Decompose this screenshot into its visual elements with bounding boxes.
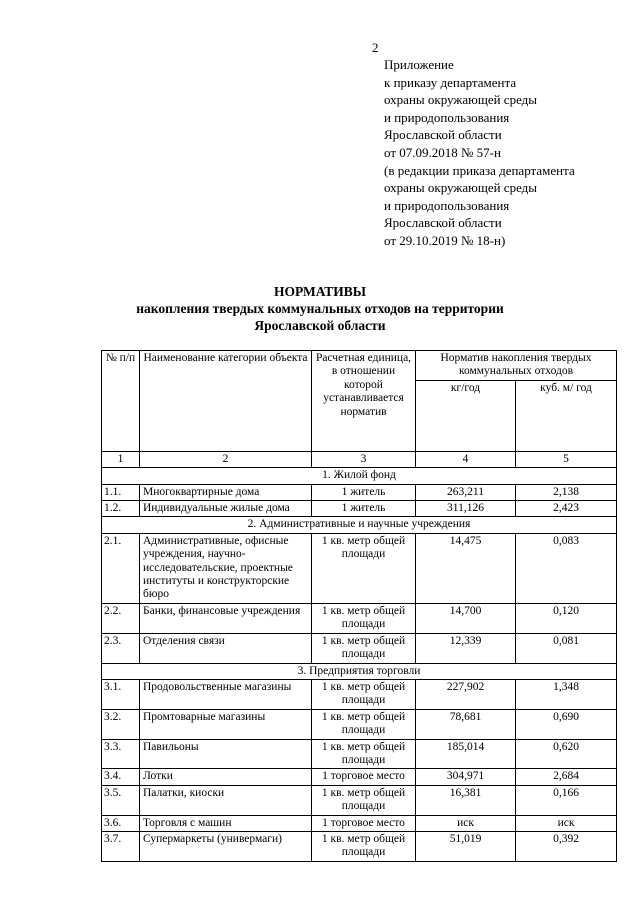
- row-category-name: Отделения связи: [140, 633, 312, 663]
- row-number: 3.4.: [102, 769, 140, 785]
- row-kg-per-year: 227,902: [416, 679, 516, 709]
- row-number: 3.7.: [102, 831, 140, 861]
- header-kg: кг/год: [416, 380, 516, 451]
- row-unit: 1 кв. метр общей площади: [312, 709, 416, 739]
- row-m3-per-year: 2,684: [516, 769, 617, 785]
- appendix-line: (в редакции приказа департамента: [384, 162, 575, 178]
- column-index-row: [102, 451, 617, 467]
- section-row: [102, 663, 617, 679]
- row-category-name: Индивидуальные жилые дома: [140, 501, 312, 517]
- row-number: 3.6.: [102, 815, 140, 831]
- appendix-line: и природопользования: [384, 197, 510, 213]
- row-m3-per-year: 0,083: [516, 533, 617, 603]
- table-row: [102, 785, 617, 815]
- appendix-line: и природопользования: [384, 109, 510, 125]
- row-category-name: Продовольственные магазины: [140, 679, 312, 709]
- table-row: [102, 709, 617, 739]
- row-m3-per-year: иск: [516, 815, 617, 831]
- row-unit: 1 кв. метр общей площади: [312, 679, 416, 709]
- row-kg-per-year: 51,019: [416, 831, 516, 861]
- header-norm-group: Норматив накопления твердых коммунальных отходов: [416, 351, 617, 381]
- table-row: [102, 603, 617, 633]
- appendix-line: Ярославской области: [384, 127, 502, 143]
- column-index-cell: 5: [516, 451, 617, 467]
- row-unit: 1 кв. метр общей площади: [312, 831, 416, 861]
- row-number: 2.2.: [102, 603, 140, 633]
- row-m3-per-year: 0,690: [516, 709, 617, 739]
- header-m3: куб. м/ год: [516, 380, 617, 451]
- row-number: 2.1.: [102, 533, 140, 603]
- appendix-line: Приложение: [384, 57, 454, 72]
- row-number: 3.2.: [102, 709, 140, 739]
- page-number: 2: [372, 40, 379, 55]
- row-kg-per-year: 16,381: [416, 785, 516, 815]
- column-index-cell: 3: [312, 451, 416, 467]
- row-m3-per-year: 2,138: [516, 484, 617, 500]
- table-row: [102, 769, 617, 785]
- header-unit: Расчетная единица, в отношении которой устанавливается норматив: [312, 351, 416, 452]
- table-row: [102, 831, 617, 861]
- appendix-line: к приказу департамента: [384, 74, 517, 90]
- table-row: [102, 501, 617, 517]
- row-category-name: Банки, финансовые учреждения: [140, 603, 312, 633]
- row-category-name: Палатки, киоски: [140, 785, 312, 815]
- appendix-line: охраны окружающей среды: [384, 180, 538, 196]
- appendix-line: от 07.09.2018 № 57-н: [384, 144, 501, 160]
- row-category-name: Лотки: [140, 769, 312, 785]
- table-row: [102, 484, 617, 500]
- row-kg-per-year: 304,971: [416, 769, 516, 785]
- appendix-line: Ярославской области: [384, 215, 502, 231]
- row-unit: 1 кв. метр общей площади: [312, 633, 416, 663]
- row-category-name: Супермаркеты (универмаги): [140, 831, 312, 861]
- row-category-name: Павильоны: [140, 739, 312, 769]
- row-category-name: Административные, офисные учреждения, научно-исследовательские, проектные институты и конструкторские бюро: [140, 533, 312, 603]
- appendix-line: от 29.10.2019 № 18-н): [384, 232, 506, 248]
- title-line-3: Ярославской области: [254, 318, 386, 333]
- table-row: [102, 533, 617, 603]
- row-m3-per-year: 0,392: [516, 831, 617, 861]
- row-number: 3.3.: [102, 739, 140, 769]
- section-title: 2. Административные и научные учреждения: [102, 517, 617, 533]
- row-unit: 1 кв. метр общей площади: [312, 739, 416, 769]
- header-name: Наименование категории объекта: [140, 351, 312, 452]
- row-unit: 1 житель: [312, 484, 416, 500]
- row-m3-per-year: 0,081: [516, 633, 617, 663]
- row-unit: 1 кв. метр общей площади: [312, 785, 416, 815]
- header-num: № п/п: [102, 351, 140, 452]
- appendix-line: охраны окружающей среды: [384, 92, 538, 108]
- row-m3-per-year: 0,620: [516, 739, 617, 769]
- row-number: 1.1.: [102, 484, 140, 500]
- title-line-2: накопления твердых коммунальных отходов на территории: [136, 301, 504, 316]
- row-kg-per-year: 311,126: [416, 501, 516, 517]
- document-title: [0, 283, 640, 334]
- row-number: 2.3.: [102, 633, 140, 663]
- row-kg-per-year: 14,700: [416, 603, 516, 633]
- row-m3-per-year: 0,120: [516, 603, 617, 633]
- row-kg-per-year: 78,681: [416, 709, 516, 739]
- row-category-name: Торговля с машин: [140, 815, 312, 831]
- column-index-cell: 4: [416, 451, 516, 467]
- table-row: [102, 633, 617, 663]
- row-m3-per-year: 0,166: [516, 785, 617, 815]
- row-kg-per-year: иск: [416, 815, 516, 831]
- row-number: 3.5.: [102, 785, 140, 815]
- appendix-block: [384, 56, 575, 250]
- row-unit: 1 житель: [312, 501, 416, 517]
- table-row: [102, 679, 617, 709]
- row-m3-per-year: 1,348: [516, 679, 617, 709]
- section-title: 3. Предприятия торговли: [102, 663, 617, 679]
- section-row: [102, 517, 617, 533]
- row-kg-per-year: 14,475: [416, 533, 516, 603]
- header-row: [102, 351, 617, 381]
- column-index-cell: 1: [102, 451, 140, 467]
- table-row: [102, 739, 617, 769]
- row-number: 1.2.: [102, 501, 140, 517]
- section-row: [102, 468, 617, 484]
- norms-table: [101, 350, 617, 862]
- row-unit: 1 кв. метр общей площади: [312, 533, 416, 603]
- row-number: 3.1.: [102, 679, 140, 709]
- row-unit: 1 торговое место: [312, 815, 416, 831]
- row-m3-per-year: 2,423: [516, 501, 617, 517]
- row-kg-per-year: 185,014: [416, 739, 516, 769]
- row-category-name: Промтоварные магазины: [140, 709, 312, 739]
- row-unit: 1 торговое место: [312, 769, 416, 785]
- table-row: [102, 815, 617, 831]
- row-kg-per-year: 263,211: [416, 484, 516, 500]
- title-line-1: НОРМАТИВЫ: [273, 284, 367, 299]
- row-unit: 1 кв. метр общей площади: [312, 603, 416, 633]
- section-title: 1. Жилой фонд: [102, 468, 617, 484]
- row-kg-per-year: 12,339: [416, 633, 516, 663]
- column-index-cell: 2: [140, 451, 312, 467]
- row-category-name: Многоквартирные дома: [140, 484, 312, 500]
